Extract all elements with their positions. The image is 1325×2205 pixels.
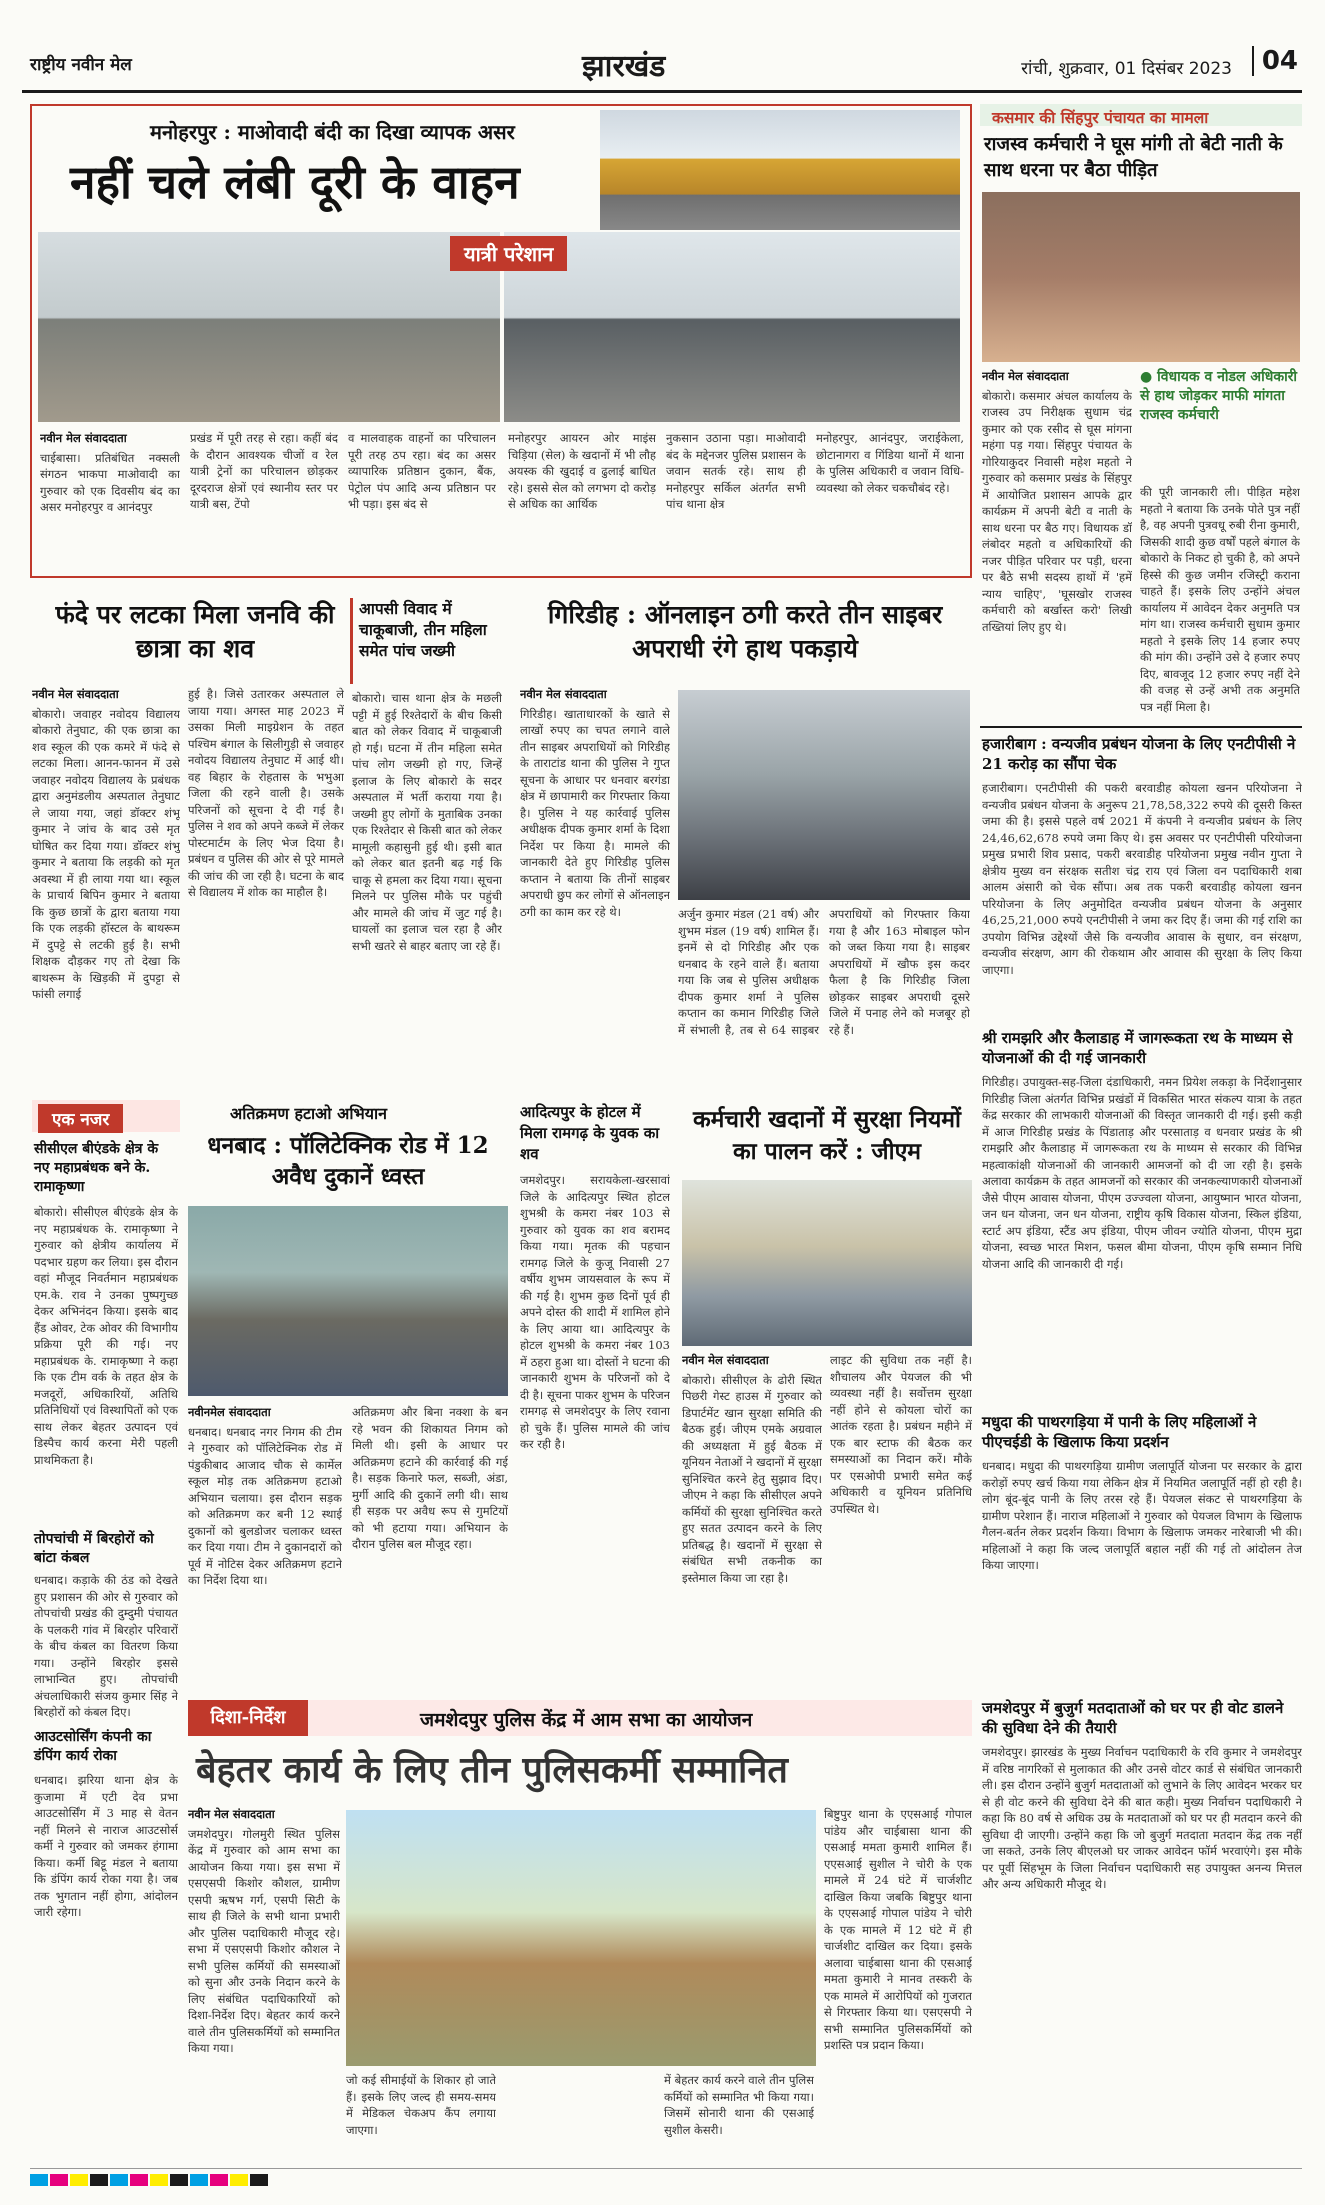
chakuabazi-col: बोकारो। चास थाना क्षेत्र के मछली पट्टी में हुई रिश्तेदारों के बीच किसी बात को लेकर विवाद में चाकूबाजी हो गई। घटना में तीन महिला समेत पांच लोग जख्मी हो गए, जिन्हें इलाज के लिए बोकारो के सदर अस्पताल में भर्ती कराया गया है। जख्मी हुए लोगों के मुताबिक उनका एक रिश्तेदार से किसी बात को लेकर मामूली कहासुनी हुई थी। इसी बात को लेकर बात इतनी बढ़ गई कि चाकू से हमला कर दिया गया। सूचना मिलने पर पुलिस मौके पर पहुंची और मामले की जांच में जुट गई है। घायलों का इलाज चल रहा है और सभी खतरे से बाहर बताए जा रहे हैं।: [352, 691, 502, 953]
karmchari-byline: नवीन मेल संवाददाता: [682, 1353, 769, 1367]
fande-col-2: हुई है। जिसे उतारकर अस्पताल ले जाया गया। अगस्त माह 2023 में उसका मिली माइग्रेशन के तहत पश्चिम बंगाल के सिलीगुड़ी से जवाहर नवोदय विद्यालय तेनुघाट में आई थी। वह बिहार के रोहतास के भभुआ जिला की रहने वाली है। उसके परिजनों को सूचना दे दी गई है। पुलिस ने शव को अपने कब्जे में लेकर पोस्टमार्टम के लिए भेज दिया है। प्रबंधन व पुलिस की ओर से पूरे मामले की जांच की जा रही है। घटना के बाद से विद्यालय में शोक का माहौल है।: [188, 687, 344, 899]
madhuda-text: धनबाद। मधुदा की पाथरगड़िया ग्रामीण जलापूर्ति योजना पर सरकार के द्वारा करोड़ों रुपए खर्च किया गया लेकिन क्षेत्र में नियमित जलापूर्ति नहीं हो रही है। लोग बूंद-बूंद पानी के लिए तरस रहे हैं। पेयजल संकट से पाथरगड़िया के ग्रामीण परेशान हैं। नाराज महिलाओं ने गुरुवार को पेयजल विभाग के खिलाफ गैलन-बर्तन लेकर प्रदर्शन किया। विभाग के खिलाफ जमकर नारेबाजी भी की। महिलाओं ने कहा कि जल्द जलापूर्ति बहाल नहीं की गई तो आंदोलन तेज किया जाएगा।: [982, 1459, 1302, 1572]
giridih-headline: गिरिडीह : ऑनलाइन ठगी करते तीन साइबर अपराधी रंगे हाथ पकड़ाये: [547, 600, 943, 663]
dhanbad-headline: धनबाद : पॉलिटेक्निक रोड में 12 अवैध दुकानें ध्वस्त: [207, 1132, 489, 1190]
giridih-byline: नवीन मेल संवाददाता: [520, 687, 607, 701]
lead-col-3: व मालवाहक वाहनों का परिचालन पूरी तरह ठप रहा। बंद का असर व्यापारिक प्रतिष्ठान दुकान, बैंक, पेट्रोल पंप आदि अन्य प्रतिष्ठान पर भी पड़ा। इस बंद से: [348, 431, 496, 511]
jamshedpur-col-2: बिष्टुपुर थाना के एएसआई गोपाल पांडेय और चाईबासा थाना की एसआई ममता कुमारी शामिल हैं। एएसआई सुशील ने चोरी के एक मामले में 24 घंटे में चार्जशीट दाखिल किया जबकि बिष्टुपुर थाना के एएसआई गोपाल पांडेय ने चोरी के एक मामले में 12 घंटे में ही चार्जशीट दाखिल कर दिया। इसके अलावा चाईबासा थाना की एसआई ममता कुमारी ने मानव तस्करी के एक मामले में आरोपियों को गुजरात से गिरफ्तार किया था। एसएसपी ने सभी सम्मानित पुलिसकर्मियों को प्रशस्ति पत्र प्रदान किया।: [824, 1807, 972, 2052]
color-swatch: [30, 2174, 48, 2186]
market-photo-2: [504, 232, 960, 422]
fande-byline: नवीन मेल संवाददाता: [32, 687, 119, 701]
ek-nazar-item2-text: धनबाद। कड़ाके की ठंड को देखते हुए प्रशासन की ओर से गुरुवार को तोपचांची प्रखंड की दुम्दुमी पंचायत के पलकरी गांव में बिरहोर परिवारों के बीच कंबल का वितरण किया गया। उन्होंने बिरहोर इससे लाभान्वित हुए। तोपचांची अंचलाधिकारी संजय कुमार सिंह ने बिरहोरों को कंबल दिए।: [34, 1573, 178, 1719]
madhuda-headline: मधुदा की पाथरगड़िया में पानी के लिए महिलाओं ने पीएचईडी के खिलाफ किया प्रदर्शन: [982, 1413, 1257, 1451]
kasmar-headline: राजस्व कर्मचारी ने घूस मांगी तो बेटी नाती के साथ धरना पर बैठा पीड़ित: [984, 134, 1283, 181]
section-title: झारखंड: [582, 49, 666, 84]
kasmar-col-2: की पूरी जानकारी ली। पीड़ित महेश महतो ने बताया कि उनके पोते पुत्र नहीं है, वह अपनी पुत्रवधू रुबी रीना कुमारी, जिसकी शादी कुछ वर्षों पहले बंगाल के बोकारो के निकट हो चुकी है, को अपने हिस्से की कुछ जमीन रजिस्ट्री कराना चाहते हैं। इसके लिए उन्होंने अंचल कार्यालय में आवेदन देकर अनुमति पत्र मांग था। राजस्व कर्मचारी सुधाम कुमार महतो ने इसके लिए 14 हजार रुपए की मांग की। उन्होंने उसे दे हजार रुपए दिए, बावजूद 12 हजार रुपए नहीं देने की वजह से उन्हें अभी तक अनुमति पत्र नहीं मिला है।: [1140, 485, 1300, 714]
color-swatch: [250, 2174, 268, 2186]
fande-text-1: बोकारो। जवाहर नवोदय विद्यालय बोकारो तेनुघाट, की एक छात्रा का शव स्कूल की एक कमरे में फंदे से लटका मिला। आनन-फानन में उसे जवाहर नवोदय विद्यालय के प्रबंधक द्वारा अनुमंडलीय अस्पताल तेनुघाट ले जाया गया, जहां डॉक्टर शंभू कुमार ने जांच के बाद उसे मृत घोषित कर दिया गया। डॉक्टर शंभु कुमार ने बताया कि लड़की को मृत अवस्था में ही लाया गया था। स्कूल के प्राचार्य बिपिन कुमार ने बताया कि कुछ छात्रों के द्वारा बताया गया कि एक लड़की हॉस्टल के बाथरूम में दुपट्टे से लटकी हुई है। सभी शिक्षक दौड़कर गए तो देखा कि बाथरूम के खिड़की में दुपट्टा से फांसी लगाई: [32, 706, 180, 1001]
kasmar-kicker: कसमार की सिंहपुर पंचायत का मामला: [992, 108, 1209, 127]
ek-nazar-tag: एक नजर: [38, 1104, 123, 1133]
color-swatch: [130, 2174, 148, 2186]
kasmar-pullquote: [1140, 368, 1298, 425]
lead-byline: नवीन मेल संवाददाता: [40, 431, 127, 445]
jamshedpur-text-1: जमशेदपुर। गोलमुरी स्थित पुलिस केंद्र में गुरुवार को आम सभा का आयोजन किया गया। इस सभा में एसएसपी किशोर कौशल, ग्रामीण एसपी ऋषभ गर्ग, एसपी सिटी के साथ ही जिले के सभी थाना प्रभारी और पुलिस पदाधिकारी मौजूद रहे। सभा में एसएसपी किशोर कौशल ने सभी पुलिस कर्मियों की समस्याओं को सुना और उनके निदान करने के लिए संबंधित पदाधिकारियों को दिशा-निर्देश दिए। बेहतर कार्य करने वाले तीन पुलिसकर्मियों को सम्मानित किया गया।: [188, 1826, 340, 2055]
color-swatch: [50, 2174, 68, 2186]
voters-headline: जमशेदपुर में बुजुर्ग मतदाताओं को घर पर ही वोट डालने की सुविधा देने की तैयारी: [982, 1699, 1284, 1737]
jamshedpur-caption-2: में बेहतर कार्य करने वाले तीन पुलिस कर्मियों को सम्मानित भी किया गया। जिसमें सोनारी थाना की एसआई सुशील केसरी।: [664, 2073, 814, 2137]
karmchari-photo: [682, 1180, 972, 1346]
lead-text-1: चाईबासा। प्रतिबंधित नक्सली संगठन भाकपा माओवादी का गुरुवार को एक दिवसीय बंद का असर मनोहरपुर व आनंदपुर: [40, 450, 180, 514]
kasmar-text-1: बोकारो। कसमार अंचल कार्यालय के राजस्व उप निरीक्षक सुधाम चंद्र कुमार को एक रसीद से घूस मांगना महंगा पड़ गया। सिंहपुर पंचायत के गोरियाकुदर निवासी महेश महतो ने गुरुवार को कसमार प्रखंड के सिंहपुर में आयोजित प्रशासन आपके द्वार कार्यक्रम में अपनी बेटी व नाती के साथ धरना पर बैठ गए। विधायक डॉ लंबोदर महतो व अधिकारियों की नजर पीड़ित परिवार पर पड़ी, धरना पर बैठे सभी सदस्य हाथों में 'हमें न्याय चाहिए', 'घूसखोर राजस्व कर्मचारी को बर्खास्त करो' लिखी तख्तियां लिए हुए थे।: [982, 388, 1132, 634]
karmchari-col-1: [682, 1352, 822, 1682]
karmchari-headline: कर्मचारी खदानों में सुरक्षा नियमों का पालन करें : जीएम: [692, 1106, 961, 1165]
ramjhari-headline: श्री रामझरि और कैलाडाह में जागरूकता रथ के माध्यम से योजनाओं की दी गई जानकारी: [982, 1029, 1293, 1067]
hazaribagh-text: हजारीबाग। एनटीपीसी की पकरी बरवाडीह कोयला खनन परियोजना ने वन्यजीव प्रबंधन योजना के अनुरूप 21,78,58,322 रुपये की दूसरी किस्त जमा की है। इससे पहले वर्ष 2021 में कंपनी ने वन्यजीव प्रबंधन के लिए 24,46,62,678 रुपये जमा किए थे। इस अवसर पर एनटीपीसी परियोजना प्रमुख प्रभारी शिव प्रसाद, पकरी बरवाडीह परियोजना प्रमुख नवीन गुप्ता ने क्षेत्रीय मुख्य वन संरक्षक सतीश चंद्र राय एवं जिला वन पदाधिकारी शबा आलम अंसारी को चेक सौंपा। अब तक पकरी बरवाडीह कोयला खनन परियोजना के लिए अनुमोदित वन्यजीव प्रबंधन योजना के अनुसार 46,25,21,000 रुपये एनटीपीसी ने जमा कर दिए हैं। जमा की गई राशि का उपयोग विभिन्न उद्देश्यों जैसे कि वन्यजीव आवास के सुधार, वन संरक्षण, वन्यजीव संरक्षण, आग की रोकथाम और आवास की सुरक्षा के लिए किया जाएगा।: [982, 781, 1302, 977]
ramjhari-text: गिरिडीह। उपायुक्त-सह-जिला दंडाधिकारी, नमन प्रियेश लकड़ा के निर्देशानुसार गिरिडीह जिला अंतर्गत विभिन्न प्रखंडों में विकसित भारत संकल्प यात्रा के तहत केंद्र सरकार की लाभकारी योजनाओं की विस्तृत जानकारी दी गई। इसी कड़ी में आज गिरिडीह प्रखंड के पिंडाताड़ और परसाताड़ व धनवार प्रखंड के श्री रामझरि और कैलाडाह में जागरूकता रथ के माध्यम से सरकार की विभिन्न महत्वाकांक्षी योजनाओं की जानकारी आमजनों को दी जा रही है। इसके अलावा कार्यक्रम के तहत आमजनों को सरकार की जनकल्याणकारी योजनाओं जैसे पीएम आवास योजना, पीएम उज्ज्वला योजना, आयुष्मान भारत योजना, जन धन योजना, जन धन योजना, राष्ट्रीय कृषि विकास योजना, स्किल इंडिया, स्टार्ट अप इंडिया, स्टैंड अप इंडिया, पीएम जीवन ज्योति योजना, पीएम मुद्रा योजना, स्वच्छ भारत मिशन, फसल बीमा योजना, पीएम कृषि सम्मान निधि योजना आदि की जानकारी दी गई।: [982, 1075, 1302, 1271]
color-swatches: [30, 2171, 270, 2190]
jamshedpur-col-1: [188, 1806, 340, 2146]
photo-tag: यात्री परेशान: [450, 236, 567, 271]
kasmar-col-1: [982, 368, 1132, 718]
lead-kicker: मनोहरपुर : माओवादी बंदी का दिखा व्यापक असर: [150, 120, 515, 144]
bullet-icon: ●: [1140, 369, 1153, 385]
bus-photo: [600, 110, 960, 230]
dhanbad-kicker: अतिक्रमण हटाओ अभियान: [230, 1104, 388, 1123]
brand-name: राष्ट्रीय नवीन मेल: [30, 55, 132, 75]
chakuabazi-headline: आपसी विवाद में चाकूबाजी, तीन महिला समेत पांच जख्मी: [359, 599, 487, 660]
ek-nazar-item3-text: धनबाद। झरिया थाना क्षेत्र के कुजामा में एटी देव प्रभा आउटसोर्सिंग में 3 माह से वेतन नहीं मिलने से नाराज आउटसोर्स कर्मी ने गुरुवार को जमकर हंगामा किया। कर्मी बिट्टू मंडल ने बताया कि डंपिंग कार्य रोका गया है। जब तक भुगतान नहीं होगा, आंदोलन जारी रहेगा।: [34, 1773, 178, 1919]
dhanbad-col-1: [188, 1404, 342, 1682]
ek-nazar-item3-headline: आउटसोर्सिंग कंपनी का डंपिंग कार्य रोका: [34, 1729, 152, 1764]
jamshedpur-byline: नवीन मेल संवाददाता: [188, 1807, 275, 1821]
market-photo-1: [38, 232, 500, 422]
jamshedpur-kicker: जमशेदपुर पुलिस केंद्र में आम सभा का आयोजन: [420, 1709, 753, 1731]
jamshedpur-photo: [346, 1810, 816, 2066]
fande-col-1: [32, 686, 180, 1084]
giridih-photo: [678, 690, 970, 900]
print-registration-strip: [30, 2168, 1302, 2183]
ek-nazar-item1-headline: सीसीएल बीएंडके क्षेत्र के नए महाप्रबंधक बने के. रामाकृष्णा: [34, 1141, 159, 1195]
kasmar-pullquote-text: विधायक व नोडल अधिकारी से हाथ जोड़कर माफी मांगता राजस्व कर्मचारी: [1140, 369, 1298, 423]
ek-nazar-item2-headline: तोपचांची में बिरहोरों को बांटा कंबल: [34, 1531, 154, 1566]
lead-headline: नहीं चले लंबी दूरी के वाहन: [70, 155, 520, 209]
jamshedpur-caption-1: जो कई सीमाईयों के शिकार हो जाते हैं। इसके लिए जल्द ही समय-समय में मेडिकल चेकअप कैंप लगाया जाएगा।: [346, 2073, 496, 2137]
dhanbad-photo: [188, 1206, 508, 1396]
jamshedpur-headline: बेहतर कार्य के लिए तीन पुलिसकर्मी सम्मानित: [196, 1749, 788, 1791]
giridih-col-2: अर्जुन कुमार मंडल (21 वर्ष) और शुभम मंडल (19 वर्ष) शामिल हैं। इनमें से दो गिरिडीह और एक धनबाद के रहने वाले हैं। बताया गया कि जब से पुलिस अधीक्षक दीपक कुमार शर्मा ने पुलिस कप्तान का कमान गिरिडीह जिले में संभाली है, तब से 64 साइबर अपराधियों को गिरफ्तार किया गया है और 163 मोबाइल फोन को जब्त किया गया है। साइबर अपराधियों में खौफ इस कदर फैला है कि गिरिडीह जिला छोड़कर साइबर अपराधी दूसरे जिले में पनाह लेने को मजबूर हो रहे हैं।: [678, 907, 970, 1037]
color-swatch: [90, 2174, 108, 2186]
jamshedpur-tag: दिशा-निर्देश: [188, 1700, 308, 1736]
voters-text: जमशेदपुर। झारखंड के मुख्य निर्वाचन पदाधिकारी के रवि कुमार ने जमशेदपुर में वरिष्ठ नागरिकों से मुलाकात की और उनसे वोटर कार्ड से संबंधित जानकारी ली। इस दौरान उन्होंने बुजुर्ग मतदाताओं को लुभाने के लिए आवेदन भरकर घर से ही वोट करने की सुविधा देने की बात कही। मुख्य निर्वाचन पदाधिकारी ने कहा कि 80 वर्ष से अधिक उम्र के मतदाताओं को घर पर ही मतदान करने की सुविधा दी जाएगी। उन्होंने कहा कि जो बुजुर्ग मतदाता मतदान केंद्र तक नहीं जा सकते, उनके लिए बीएलओ घर जाकर आवेदन फॉर्म भरवाएंगे। इस मौके पर पूर्वी सिंहभूम के जिला निर्वाचन पदाधिकारी सह उपायुक्त अनन्य मित्तल और अन्य अधिकारी मौजूद थे।: [982, 1745, 1302, 1891]
karmchari-col-2: लाइट की सुविधा तक नहीं है। शौचालय और पेयजल की भी व्यवस्था नहीं है। सर्वोत्तम सुरक्षा नहीं होने से कोयला चोरों का आतंक रहता है। प्रबंधन महीने में एक बार स्टाफ की बैठक कर समस्याओं का निदान करें। मौके पर एसओपी प्रभारी समेत कई अधिकारी व यूनियन प्रतिनिधि उपस्थित थे।: [830, 1353, 972, 1516]
dateline: रांची, शुक्रवार, 01 दिसंबर 2023: [1021, 59, 1232, 79]
kasmar-byline: नवीन मेल संवाददाता: [982, 369, 1069, 383]
karmchari-text-1: बोकारो। सीसीएल के ढोरी स्थित पिछरी गेस्ट हाउस में गुरुवार को डिपार्टमेंट खान सुरक्षा समिति की बैठक हुई। जीएम एमके अग्रवाल की अध्यक्षता में हुई बैठक में यूनियन नेताओं ने खदानों में सुरक्षा सुनिश्चित करने हेतु सुझाव दिए। जीएम ने कहा कि सीसीएल अपने कर्मियों की सुरक्षा सुनिश्चित करते हुए सतत उत्पादन करने के लिए प्रतिबद्ध है। खदानों में सुरक्षा से संबंधित सभी तकनीक का इस्तेमाल किया जा रहा है।: [682, 1372, 822, 1585]
lead-col-4: मनोहरपुर आयरन ओर माइंस चिड़िया (सेल) के खदानों में भी लौह अयस्क की खुदाई व ढुलाई बाधित रहे। इससे सेल को लगभग दो करोड़ से अधिक का आर्थिक: [508, 431, 656, 511]
dhanbad-byline: नवीनमेल संवाददाता: [188, 1405, 271, 1419]
color-swatch: [190, 2174, 208, 2186]
fande-headline: फंदे पर लटका मिला जनवि की छात्रा का शव: [55, 600, 335, 663]
lead-col-1: [40, 430, 180, 570]
lead-col-6: मनोहरपुर, आनंदपुर, जराईकेला, छोटानागरा व गिंडिया थानों में थाना के पुलिस अधिकारी व जवान विधि-व्यवस्था को लेकर चकचौबंद रहे।: [816, 431, 964, 495]
dhanbad-text-1: धनबाद। धनबाद नगर निगम की टीम ने गुरुवार को पॉलिटेक्निक रोड में पंडुकीबाद आजाद चौक से कार्मेल स्कूल मोड़ तक अतिक्रमण हटाओ अभियान चलाया। इस दौरान सड़क को अतिक्रमण कर बनी 12 स्थाई दुकानों को बुलडोजर चलाकर ध्वस्त कर दिया गया। टीम ने दुकानदारों को पूर्व में नोटिस देकर अतिक्रमण हटाने का निर्देश दिया था।: [188, 1424, 342, 1587]
right-column-divider: [980, 726, 1302, 728]
masthead: [22, 40, 1302, 93]
page-number: 04: [1252, 46, 1298, 76]
chakuabazi-head-box: [350, 598, 499, 684]
ek-nazar-item1-text: बोकारो। सीसीएल बीएंडके क्षेत्र के नए महाप्रबंधक के. रामाकृष्णा ने गुरुवार को क्षेत्रीय कार्यालय में पदभार ग्रहण कर लिया। इस दौरान वहां मौजूद निवर्तमान महाप्रबंधक एम.के. राव ने उनका पुष्पगुच्छ देकर अभिनंदन किया। इसके बाद हैंड ओवर, टेक ओवर की विभागीय प्रक्रिया पूरी की गई। नए महाप्रबंधक के. रामाकृष्णा ने कहा कि एक टीम वर्क के तहत क्षेत्र के मजदूरों, अधिकारियों, अतिथि प्रतिनिधियों एवं विस्थापितों को एक साथ लेकर बेहतर उत्पादन एवं डिस्पैच कार्य करना मेरी पहली प्राथमिकता है।: [34, 1205, 178, 1467]
lead-col-2: प्रखंड में पूरी तरह से रहा। कहीं बंद के दौरान आवश्यक चीजों व रेल यात्री ट्रेनों का परिचालन छोड़कर दूरदराज क्षेत्रों एवं स्थानीय स्तर पर यात्री बस, टेंपो: [190, 431, 338, 511]
color-swatch: [150, 2174, 168, 2186]
adityapur-col: जमशेदपुर। सरायकेला-खरसावां जिले के आदित्यपुर स्थित होटल शुभश्री के कमरा नंबर 103 से गुरुवार को युवक का शव बरामद किया गया। मृतक की पहचान रामगढ़ जिले के कुजू निवासी 27 वर्षीय शुभम जायसवाल के रूप में की गई है। शुभम कुछ दिनों पूर्व ही अपने दोस्त की शादी में शामिल होने के लिए आया था। आदित्यपुर के होटल शुभश्री के कमरा नंबर 103 में ठहरा हुआ था। दोस्तों ने घटना की जानकारी शुभम के परिजनों को दे दी है। सूचना पाकर शुभम के परिजन रामगढ़ से जमशेदपुर के लिए रवाना हो चुके हैं। पुलिस मामले की जांच कर रही है।: [520, 1173, 670, 1451]
kasmar-photo: [982, 192, 1300, 362]
lead-col-5: नुकसान उठाना पड़ा। माओवादी बंद के मद्देनजर पुलिस प्रशासन के जवान सतर्क रहे। साथ ही मनोहरपुर सर्किल अंतर्गत सभी पांच थाना क्षेत्र: [666, 431, 806, 511]
giridih-text-1: गिरिडीह। खाताधारकों के खाते से लाखों रुपए का चपत लगाने वाले तीन साइबर अपराधियों को गिरिडीह के ताराटांड थाना की पुलिस ने गुप्त सूचना के आधार पर धनवार बरगंडा क्षेत्र में छापामारी कर गिरफ्तार किया है। पुलिस ने यह कार्रवाई पुलिस अधीक्षक दीपक कुमार शर्मा के दिशा निर्देश पर किया है। मामले की जानकारी देते हुए गिरिडीह पुलिस कप्तान ने बताया कि तीनों साइबर अपराधी छुप कर लोगों से ऑनलाइन ठगी का काम कर रहे थे।: [520, 706, 670, 919]
color-swatch: [210, 2174, 228, 2186]
color-swatch: [230, 2174, 248, 2186]
adityapur-headline: आदित्यपुर के होटल में मिला रामगढ़ के युवक का शव: [520, 1103, 660, 1163]
color-swatch: [110, 2174, 128, 2186]
giridih-col-1: [520, 686, 670, 1084]
dhanbad-col-2: अतिक्रमण और बिना नक्शा के बन रहे भवन की शिकायत निगम को मिली थी। इसी के आधार पर अतिक्रमण हटाने की कार्रवाई की गई है। सड़क किनारे फल, सब्जी, अंडा, मुर्गी आदि की दुकानें लगी थी। साथ ही सड़क पर अवैध रूप से गुमटियों को भी हटाया गया। अभियान के दौरान पुलिस बल मौजूद रहा।: [352, 1405, 508, 1551]
color-swatch: [70, 2174, 88, 2186]
hazaribagh-headline: हजारीबाग : वन्यजीव प्रबंधन योजना के लिए एनटीपीसी ने 21 करोड़ का सौंपा चेक: [982, 735, 1296, 773]
color-swatch: [170, 2174, 188, 2186]
